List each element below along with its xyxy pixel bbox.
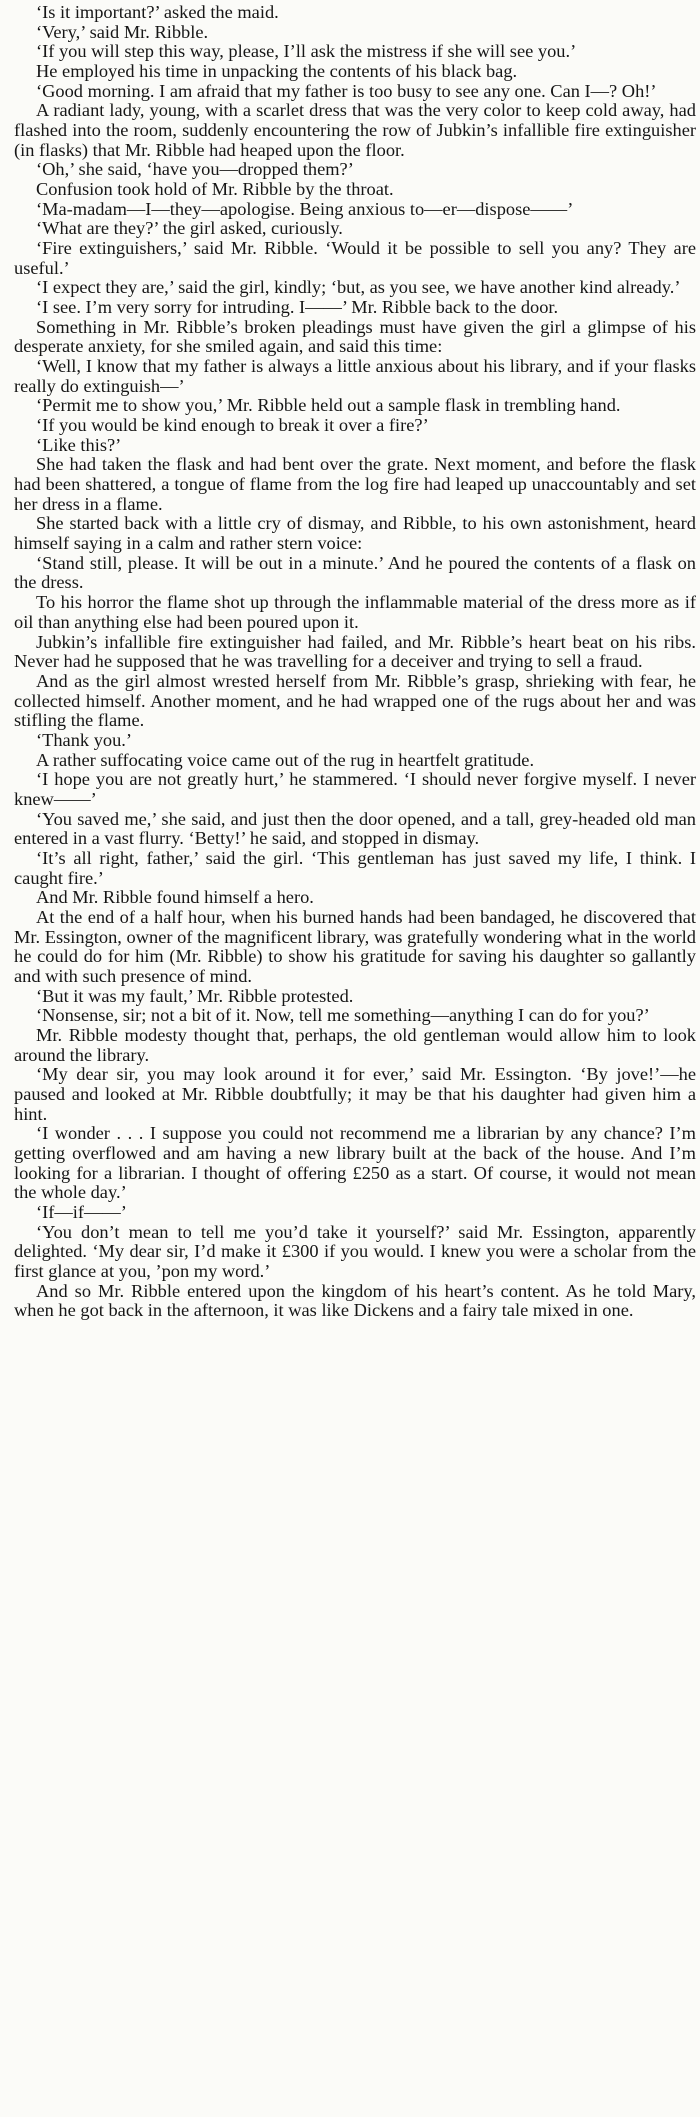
paragraph-28: ‘You saved me,’ she said, and just then the door opened, and a tall, grey-headed old man entered in a vast flurry. ‘Betty!’ he said, and stopped in dismay.: [14, 808, 696, 849]
paragraph-25: ‘Thank you.’: [36, 729, 133, 750]
paragraph-13: ‘I see. I’m very sorry for intruding. I——’ Mr. Ribble back to the door.: [36, 297, 559, 318]
paragraph-14: Something in Mr. Ribble’s broken pleadings must have given the girl a glimpse of his desperate anxiety, for she smiled again, and said this time:: [14, 316, 696, 357]
paragraph-27: ‘I hope you are not greatly hurt,’ he stammered. ‘I should never forgive myself. I never knew——’: [14, 769, 696, 809]
paragraph-3: ‘If you will step this way, please, I’ll ask the mistress if she will see you.’: [36, 41, 577, 62]
paragraph-39: And so Mr. Ribble entered upon the kingdom of his heart’s content. As he told Mary, when he got back in the afternoon, it was like Dickens and a fairy tale mixed in one.: [14, 1280, 696, 1321]
paragraph-12: ‘I expect they are,’ said the girl, kindly; ‘but, as you see, we have another kind already.’: [36, 277, 681, 298]
paragraph-17: ‘If you would be kind enough to break it over a fire?’: [36, 415, 429, 436]
paragraph-18: ‘Like this?’: [36, 434, 122, 455]
story-column: [14, 3, 696, 1321]
paragraph-16: ‘Permit me to show you,’ Mr. Ribble held out a sample flask in trembling hand.: [36, 395, 621, 416]
paragraph-38: ‘You don’t mean to tell me you’d take it yourself?’ said Mr. Essington, apparently delighted. ‘My dear sir, I’d make it £300 if you would. I knew you were a scholar from the first glance at you, ’pon my word.’: [14, 1221, 696, 1281]
paragraph-2: ‘Very,’ said Mr. Ribble.: [36, 21, 209, 42]
paragraph-24: And as the girl almost wrested herself from Mr. Ribble’s grasp, shrieking with fear, he collected himself. Another moment, and he had wrapped one of the rugs about her and was stifling the flame.: [14, 670, 696, 731]
paragraph-22: To his horror the flame shot up through the inflammable material of the dress more as if oil than anything else had been poured upon it.: [14, 592, 696, 632]
paragraph-33: ‘Nonsense, sir; not a bit of it. Now, tell me something—anything I can do for you?’: [36, 1005, 650, 1026]
paragraph-21: ‘Stand still, please. It will be out in a minute.’ And he poured the contents of a flask on the dress.: [14, 552, 696, 593]
paragraph-7: ‘Oh,’ she said, ‘have you—dropped them?’: [36, 159, 354, 180]
paragraph-29: ‘It’s all right, father,’ said the girl. ‘This gentleman has just saved my life, I think. I caught fire.’: [14, 847, 696, 888]
paragraph-6: A radiant lady, young, with a scarlet dress that was the very color to keep cold away, had flashed into the room, suddenly encountering the row of Jubkin’s infallible fire extinguisher (in flasks) that Mr. Ribble had heaped upon the floor.: [14, 100, 696, 160]
paragraph-1: ‘Is it important?’ asked the maid.: [36, 2, 279, 22]
paragraph-10: ‘What are they?’ the girl asked, curiously.: [36, 218, 343, 239]
paragraph-34: Mr. Ribble modesty thought that, perhaps, the old gentleman would allow him to look around the library.: [14, 1024, 696, 1065]
paragraph-37: ‘If—if——’: [36, 1201, 127, 1222]
paragraph-30: And Mr. Ribble found himself a hero.: [36, 887, 314, 908]
paragraph-36: ‘I wonder . . . I suppose you could not recommend me a librarian by any chance? I’m getting overflowed and am having a new library built at the back of the house. And I’m looking for a librarian. I thought of offering £250 as a start. Of course, it would not mean the whole day.’: [14, 1123, 696, 1203]
paragraph-4: He employed his time in unpacking the contents of his black bag.: [36, 61, 518, 82]
paragraph-5: ‘Good morning. I am afraid that my father is too busy to see any one. Can I—? Oh!’: [36, 80, 657, 101]
paragraph-23: Jubkin’s infallible fire extinguisher had failed, and Mr. Ribble’s heart beat on his ribs. Never had he supposed that he was travelling for a deceiver and trying to sell a fraud.: [14, 631, 696, 672]
paragraph-8: Confusion took hold of Mr. Ribble by the throat.: [36, 179, 394, 200]
paragraph-9: ‘Ma-madam—I—they—apologise. Being anxious to—er—dispose——’: [36, 198, 574, 219]
paragraph-11: ‘Fire extinguishers,’ said Mr. Ribble. ‘Would it be possible to sell you any? They are useful.’: [14, 238, 696, 278]
paragraph-19: She had taken the flask and had bent over the grate. Next moment, and before the flask had been shattered, a tongue of flame from the log fire had leaped up unaccountably and set her dress in a flame.: [14, 454, 696, 514]
paragraph-15: ‘Well, I know that my father is always a little anxious about his library, and if your flasks really do extinguish—’: [14, 356, 696, 396]
paragraph-26: A rather suffocating voice came out of the rug in heartfelt gratitude.: [36, 749, 535, 770]
paragraph-20: She started back with a little cry of dismay, and Ribble, to his own astonishment, heard himself saying in a calm and rather stern voice:: [14, 513, 696, 554]
paragraph-32: ‘But it was my fault,’ Mr. Ribble protested.: [36, 985, 354, 1006]
paragraph-31: At the end of a half hour, when his burned hands had been bandaged, he discovered that Mr. Essington, owner of the magnificent library, was gratefully wondering what in the world he could do for him (Mr. Ribble) to show his gratitude for saving his daughter so gallantly and with such presence of mind.: [14, 906, 696, 986]
paragraph-35: ‘My dear sir, you may look around it for ever,’ said Mr. Essington. ‘By jove!’—he paused and looked at Mr. Ribble doubtfully; it may be that his daughter had given him a hint.: [14, 1064, 696, 1124]
